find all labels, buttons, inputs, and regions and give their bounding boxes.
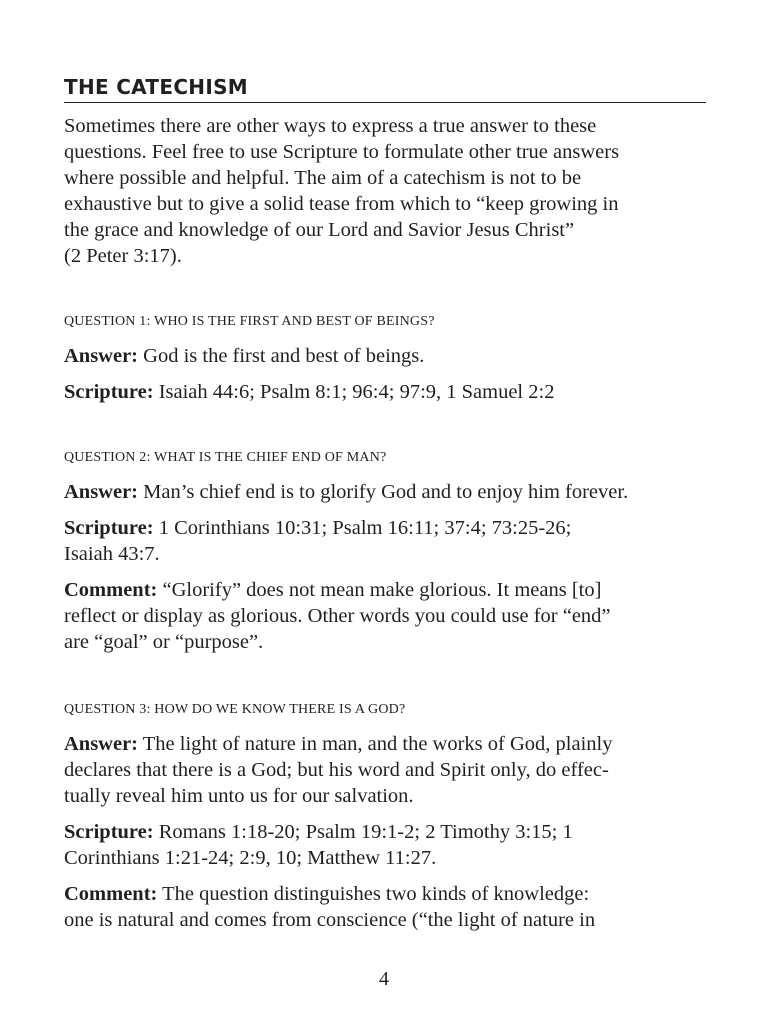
- answer-label: Answer:: [64, 345, 139, 367]
- answer-text: God is the first and best of beings.: [143, 345, 425, 367]
- question-2-answer: [64, 479, 706, 505]
- intro-line: Sometimes there are other ways to express a true answer to these: [64, 115, 597, 137]
- answer-label: Answer:: [64, 481, 139, 503]
- comment-text: The question distinguishes two kinds of knowledge:: [162, 883, 590, 905]
- comment-text: one is natural and comes from conscience (“the light of nature in: [64, 909, 596, 931]
- question-2-heading: QUESTION 2: WHAT IS THE CHIEF END OF MAN?: [64, 450, 387, 465]
- scripture-text: Isaiah 43:7.: [64, 543, 160, 565]
- page-content: [64, 74, 706, 933]
- scripture-text: Romans 1:18-20; Psalm 19:1-2; 2 Timothy 3:15; 1: [158, 821, 573, 843]
- section-title: THE CATECHISM: [64, 74, 706, 103]
- scripture-text: Corinthians 1:21-24; 2:9, 10; Matthew 11:27.: [64, 847, 437, 869]
- question-1-heading: QUESTION 1: WHO IS THE FIRST AND BEST OF BEINGS?: [64, 314, 435, 329]
- question-2-scripture: [64, 515, 706, 567]
- scripture-text: 1 Corinthians 10:31; Psalm 16:11; 37:4; 73:25-26;: [158, 517, 572, 539]
- question-3-comment: [64, 881, 706, 933]
- scripture-label: Scripture:: [64, 381, 154, 403]
- answer-text: Man’s chief end is to glorify God and to enjoy him forever.: [143, 481, 629, 503]
- intro-paragraph: [64, 113, 706, 269]
- question-3-scripture: [64, 819, 706, 871]
- intro-line: questions. Feel free to use Scripture to formulate other true answers: [64, 141, 620, 163]
- comment-text: reflect or display as glorious. Other words you could use for “end”: [64, 605, 611, 627]
- scripture-text: Isaiah 44:6; Psalm 8:1; 96:4; 97:9, 1 Samuel 2:2: [158, 381, 555, 403]
- comment-text: “Glorify” does not mean make glorious. It means [to]: [162, 579, 602, 601]
- question-2-comment: [64, 577, 706, 655]
- answer-label: Answer:: [64, 733, 139, 755]
- page-number: 4: [379, 968, 389, 990]
- question-1-scripture: [64, 379, 706, 405]
- intro-line: exhaustive but to give a solid tease from which to “keep growing in: [64, 193, 619, 215]
- answer-text: The light of nature in man, and the works of God, plainly: [142, 733, 613, 755]
- question-1-answer: [64, 343, 706, 369]
- scripture-label: Scripture:: [64, 517, 154, 539]
- intro-line: (2 Peter 3:17).: [64, 245, 182, 267]
- scripture-label: Scripture:: [64, 821, 154, 843]
- question-3-answer: [64, 731, 706, 809]
- comment-label: Comment:: [64, 579, 158, 601]
- answer-text: tually reveal him unto us for our salvation.: [64, 785, 414, 807]
- question-3-heading: QUESTION 3: HOW DO WE KNOW THERE IS A GOD?: [64, 702, 406, 717]
- comment-label: Comment:: [64, 883, 158, 905]
- intro-line: where possible and helpful. The aim of a catechism is not to be: [64, 167, 582, 189]
- comment-text: are “goal” or “purpose”.: [64, 631, 264, 653]
- answer-text: declares that there is a God; but his word and Spirit only, do effec-: [64, 759, 609, 781]
- intro-line: the grace and knowledge of our Lord and Savior Jesus Christ”: [64, 219, 575, 241]
